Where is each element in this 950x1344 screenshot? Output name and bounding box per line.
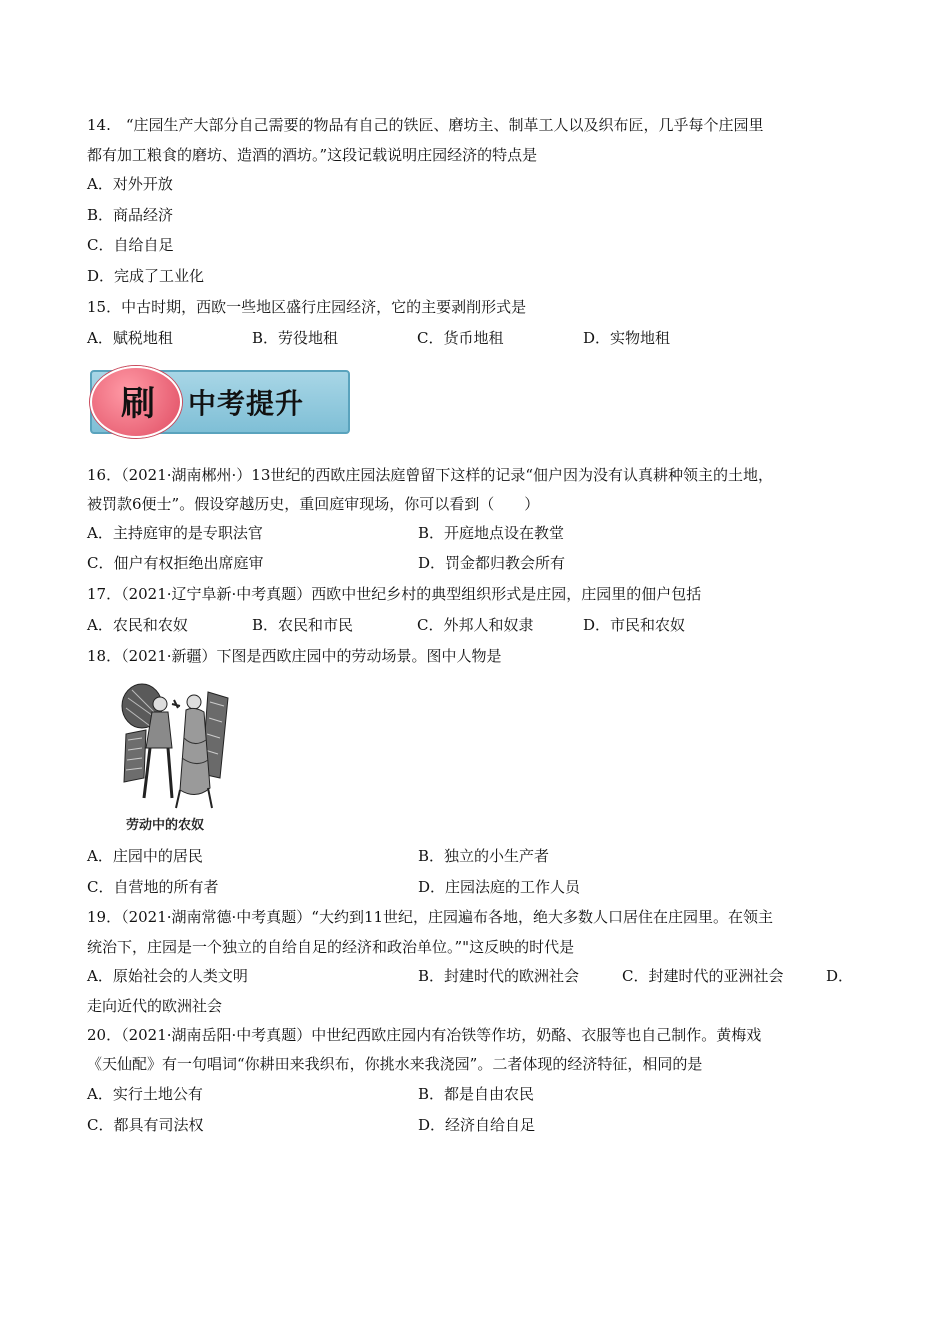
q16-option-a: A．主持庭审的是专职法官 <box>87 524 263 542</box>
q18-option-b: B．独立的小生产者 <box>418 847 550 865</box>
q18-option-d: D．庄园法庭的工作人员 <box>418 878 581 896</box>
q15-stem: 15．中古时期，西欧一些地区盛行庄园经济，它的主要剥削形式是 <box>87 298 527 316</box>
q16-option-b: B．开庭地点设在教堂 <box>418 524 565 542</box>
q20-option-c: C．都具有司法权 <box>87 1116 204 1134</box>
q20-option-a: A．实行土地公有 <box>87 1085 203 1103</box>
q16-stem-line1: 16．（2021·湖南郴州·）13世纪的西欧庄园法庭曾留下这样的记录“佃户因为没有认真耕种领主的土地， <box>87 466 774 484</box>
q19-option-d-text: 走向近代的欧洲社会 <box>87 997 223 1015</box>
q20-stem-line1: 20．（2021·湖南岳阳·中考真题）中世纪西欧庄园内有冶铁等作坊，奶酪、衣服等也自己制作。黄梅戏 <box>87 1026 762 1044</box>
q16-option-d: D．罚金都归教会所有 <box>418 554 566 572</box>
serfs-illustration <box>116 678 234 838</box>
q18-option-a: A．庄园中的居民 <box>87 847 203 865</box>
q17-stem: 17．（2021·辽宁阜新·中考真题）西欧中世纪乡村的典型组织形式是庄园，庄园里的佃户包括 <box>87 585 702 603</box>
q14-option-a: A．对外开放 <box>87 175 173 193</box>
q14-option-b: B．商品经济 <box>87 206 174 224</box>
q17-option-b: B．农民和市民 <box>252 616 354 634</box>
q14-stem-line2: 都有加工粮食的磨坊、造酒的酒坊。”这段记载说明庄园经济的特点是 <box>87 146 538 164</box>
q17-option-a: A．农民和农奴 <box>87 616 188 634</box>
q16-option-c: C．佃户有权拒绝出席庭审 <box>87 554 264 572</box>
q16-stem-line2: 被罚款6便士”。假设穿越历史，重回庭审现场，你可以看到（ ） <box>87 495 540 513</box>
q15-option-b: B．劳役地租 <box>252 329 339 347</box>
q17-option-d: D．市民和农奴 <box>583 616 686 634</box>
figure-caption: 劳动中的农奴 <box>126 818 205 833</box>
q19-stem-line2: 统治下，庄园是一个独立的自给自足的经济和政治单位。”"这反映的时代是 <box>87 938 575 956</box>
q18-option-c: C．自营地的所有者 <box>87 878 219 896</box>
banner-badge-text: 刷 <box>121 384 155 424</box>
q15-option-d: D．实物地租 <box>583 329 671 347</box>
section-banner <box>88 366 352 440</box>
q18-stem: 18．（2021·新疆）下图是西欧庄园中的劳动场景。图中人物是 <box>87 647 502 665</box>
q14-option-d: D．完成了工业化 <box>87 267 205 285</box>
q20-option-b: B．都是自由农民 <box>418 1085 535 1103</box>
serfs-drawing <box>116 678 234 814</box>
banner-title: 中考提升 <box>188 387 305 420</box>
q19-option-d: D． <box>826 967 854 985</box>
q19-option-b: B．封建时代的欧洲社会 <box>418 967 580 985</box>
q15-option-c: C．货币地租 <box>417 329 504 347</box>
banner-badge <box>90 366 182 438</box>
q20-option-d: D．经济自给自足 <box>418 1116 536 1134</box>
q19-option-c: C．封建时代的亚洲社会 <box>622 967 784 985</box>
q14-option-c: C．自给自足 <box>87 236 174 254</box>
q20-stem-line2: 《天仙配》有一句唱词“你耕田来我织布，你挑水来我浇园”。二者体现的经济特征，相同的是 <box>87 1055 703 1073</box>
q17-option-c: C．外邦人和奴隶 <box>417 616 534 634</box>
q19-option-a: A．原始社会的人类文明 <box>87 967 248 985</box>
q19-stem-line1: 19．（2021·湖南常德·中考真题）“大约到11世纪，庄园遍布各地，绝大多数人口居住在庄园里。在领主 <box>87 908 774 926</box>
q14-stem-line1: 14. “庄园生产大部分自己需要的物品有自己的铁匠、磨坊主、制革工人以及织布匠，几乎每个庄园里 <box>87 116 764 134</box>
q15-option-a: A．赋税地租 <box>87 329 173 347</box>
